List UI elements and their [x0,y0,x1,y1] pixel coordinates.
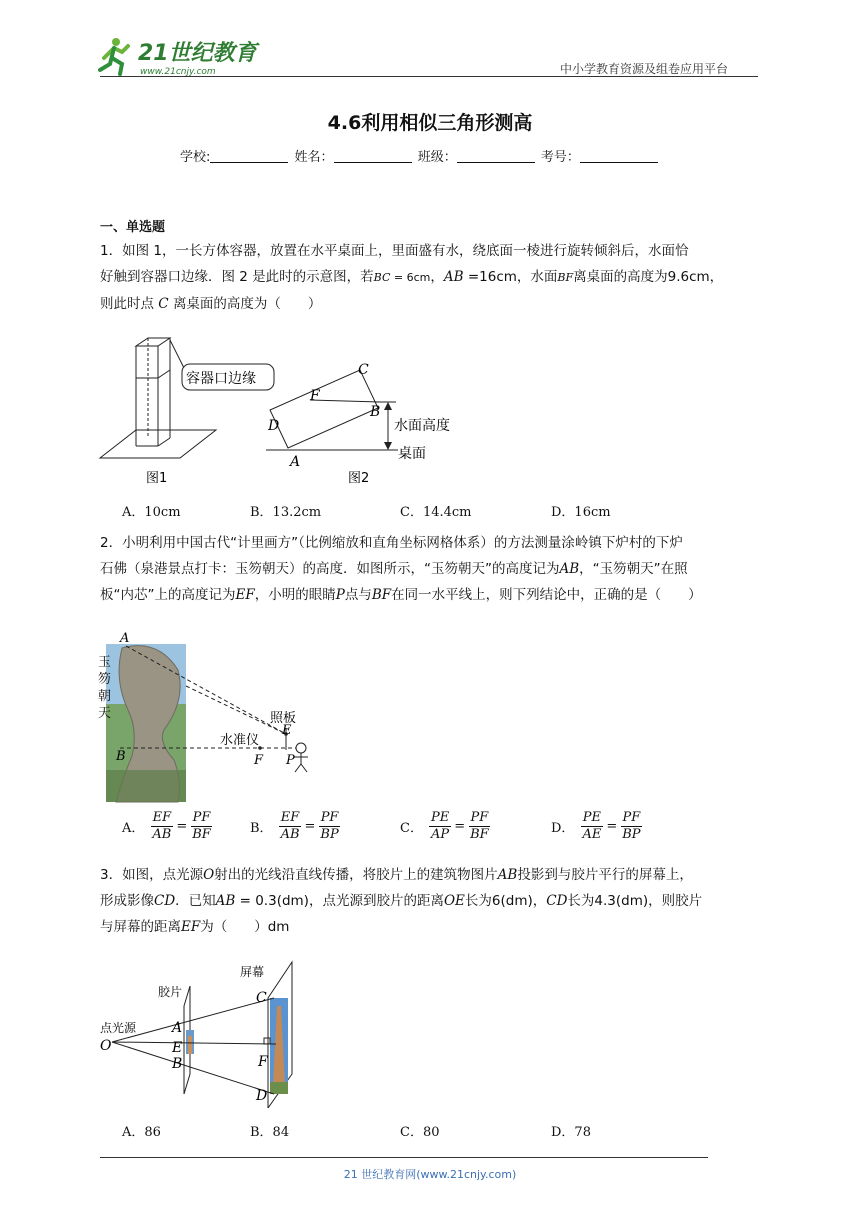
svg-text:图1: 图1 [146,471,168,486]
svg-text:D: D [268,418,280,434]
q3-line-1: 3．如图，点光源O射出的光线沿直线传播，将胶片上的建筑物图片AB投影到与胶片平行的屏幕上， [100,867,693,883]
school-field[interactable] [210,150,288,163]
q1-line-2: 好触到容器口边缘．图 2 是此时的示意图，若BC = 6cm，AB =16cm，水面BF离桌面的高度为9.6cm， [100,269,724,285]
q3-option-c[interactable]: C．80 [400,1125,440,1140]
q2-option-d[interactable]: D． $\frac{PE}{AE}$ = $\frac{PF}{BP}$ [551,810,641,842]
svg-text:A: A [120,631,130,646]
q2-line-2: 石佛（泉港景点打卡：玉笏朝天）的高度．如图所示，“玉笏朝天”的高度记为AB，“玉笏朝天”在照 [100,561,688,577]
svg-text:E: E [172,1040,183,1056]
svg-text:水准仪: 水准仪 [220,733,260,748]
runner-icon [100,38,128,74]
svg-text:O: O [100,1038,112,1054]
svg-text:E: E [282,723,292,738]
svg-text:P: P [286,753,295,768]
svg-text:桌面: 桌面 [398,446,426,462]
q3-figure [98,958,318,1108]
svg-text:A: A [290,454,301,470]
svg-text:照板: 照板 [270,711,297,726]
footer-link[interactable]: 21 世纪教育网(www.21cnjy.com) [343,1168,517,1181]
yuhu-label: 玉笏朝天 [98,655,112,721]
svg-text:B: B [116,749,126,764]
q3-line-3: 与屏幕的距离EF为（ ）dm [100,919,290,935]
svg-text:图2: 图2 [348,471,370,486]
name-label: 姓名： [294,150,334,165]
header-divider [100,76,758,77]
platform-name: 中小学教育资源及组卷应用平台 [560,62,729,76]
svg-text:水面高度: 水面高度 [394,418,450,434]
exam-no-label: 考号： [540,150,580,165]
svg-text:21世纪教育: 21世纪教育 [138,41,257,66]
page-title: 4.6利用相似三角形测高 [327,112,533,134]
svg-text:点光源: 点光源 [100,1021,137,1035]
question-1-text [100,238,765,317]
student-info [180,146,660,165]
q3-option-d[interactable]: D．78 [551,1125,591,1140]
q1-line-3: 则此时点 C 离桌面的高度为（ ） [100,296,322,312]
q3-option-b[interactable]: B．84 [250,1125,290,1140]
q2-line-1: 2．小明利用中国古代“计里画方”（比例缩放和直角坐标网格体系）的方法测量涂岭镇下炉村的下炉 [100,535,683,551]
svg-text:B: B [370,404,381,420]
svg-text:屏幕: 屏幕 [240,965,265,979]
exam-no-field[interactable] [580,150,658,163]
svg-text:C: C [256,990,267,1006]
q3-line-2: 形成影像CD．已知AB = 0.3(dm)，点光源到胶片的距离OE长为6(dm)，CD长为4.3(dm)，则胶片 [100,893,703,909]
q1-figure [98,334,468,490]
svg-text:F: F [310,388,320,404]
q1-option-c[interactable]: C．14.4cm [400,505,472,520]
svg-text:www.21cnjy.com: www.21cnjy.com [140,67,216,77]
q2-figure [98,630,338,805]
q1-option-a[interactable]: A．10cm [122,505,181,520]
school-label: 学校: [180,150,211,165]
class-field[interactable] [457,150,535,163]
section-title: 一、单选题 [100,220,166,235]
q2-option-c[interactable]: C． $\frac{PE}{AP}$ = $\frac{PF}{BF}$ [400,810,489,842]
question-3-text [100,862,765,940]
q2-option-a[interactable]: A． $\frac{EF}{AB}$ = $\frac{PF}{BF}$ [122,810,211,842]
class-label: 班级： [417,150,457,165]
q2-option-b[interactable]: B． $\frac{EF}{AB}$ = $\frac{PF}{BP}$ [250,810,339,842]
q1-option-d[interactable]: D．16cm [551,505,611,520]
q2-line-3: 板“内芯”上的高度记为EF，小明的眼睛P点与BF在同一水平线上，则下列结论中，正确的是（ ） [100,587,702,603]
svg-text:B: B [172,1056,183,1072]
svg-text:胶片: 胶片 [158,985,183,999]
site-logo [94,34,264,78]
svg-text:A: A [172,1020,183,1036]
footer-divider [100,1157,708,1158]
question-2-text [100,530,765,608]
svg-text:C: C [358,362,369,378]
q1-option-b[interactable]: B．13.2cm [250,505,322,520]
q3-option-a[interactable]: A．86 [122,1125,161,1140]
svg-text:F: F [258,1054,268,1070]
q1-line-1: 1．如图 1，一长方体容器，放置在水平桌面上，里面盛有水，绕底面一棱进行旋转倾斜后，水面恰 [100,243,689,259]
svg-text:D: D [256,1088,268,1104]
svg-text:F: F [254,753,264,768]
svg-text:容器口边缘: 容器口边缘 [186,371,256,387]
name-field[interactable] [334,150,412,163]
